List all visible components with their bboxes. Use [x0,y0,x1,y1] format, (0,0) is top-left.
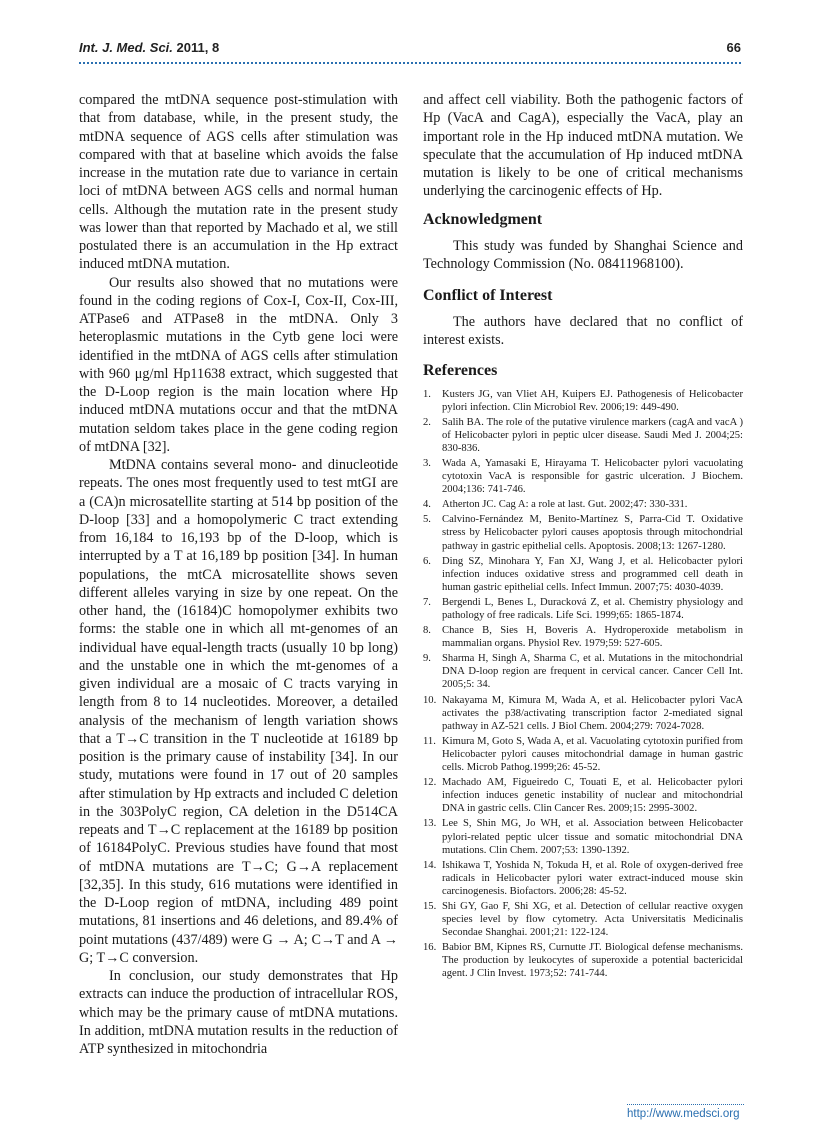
reference-text: Salih BA. The role of the putative virulence markers (cagA and vacA ) of Helicobacter pylori in peptic ulcer disease. Saudi Med J. 2004;25: 830-836. [442,416,743,454]
reference-number: 15. [423,900,437,912]
reference-item [423,694,743,733]
body-paragraph: and affect cell viability. Both the pathogenic factors of Hp (VacA and CagA), especially the VacA, play an important role in the Hp induced mtDNA mutation. We speculate that the accumulation of Hp induced mtDNA mutation is likely to be one of critical mechanisms underlying the carcinogenic effects of Hp. [423,92,743,200]
reference-text: Wada A, Yamasaki E, Hirayama T. Helicobacter pylori vacuolating cytotoxin VacA is responsible for gastric ulceration. J Biochem. 2004;136: 741-746. [442,457,743,496]
reference-text: Atherton JC. Cag A: a role at last. Gut. 2002;47: 330-331. [442,499,688,511]
reference-number: 3. [423,457,431,469]
reference-item [423,498,743,511]
reference-text: Ding SZ, Minohara Y, Fan XJ, Wang J, et al. Helicobacter pylori infection induces oxidative stress and programmed cell death in human gastric epithelial cells. Infect Immun. 2007;75: 4030-4039. [442,555,743,593]
reference-number: 4. [423,499,431,511]
reference-number: 1. [423,388,431,400]
reference-item [423,900,743,939]
reference-text: Nakayama M, Kimura M, Wada A, et al. Helicobacter pylori VacA activates the p38/activating transcription factor 2-mediated signal pathway in AZ-521 cells. J Biol Chem. 2004;279: 7024-7028. [442,694,743,732]
reference-text: Calvino-Fernández M, Benito-Martínez S, Parra-Cid T. Oxidative stress by Helicobacter pylori causes apoptosis through mitochondrial pathway in gastric epithelial cells. Apoptosis. 2008;13: 1267-1280. [442,514,743,552]
reference-number: 7. [423,596,431,608]
page-header [79,40,741,62]
footer-url-link[interactable]: http://www.medsci.org [627,1108,740,1120]
journal-citation [79,40,219,55]
body-paragraph: compared the mtDNA sequence post-stimulation with that from database, while, in the present study, the mtDNA sequence of AGS cells after stimulation was compared with that at baseline which avoids the false increase in the mutation rate due to variance in certain loci of mtDNA between AGS cells and normal human cells. Although the mutation rate in the present study was lower than that reported by Machado et al, we still postulated there is an accumulation in the Hp extract induced mtDNA mutation. [79,92,398,273]
reference-item [423,596,743,622]
reference-number: 12. [423,777,437,789]
left-column [79,91,398,1058]
reference-text: Lee S, Shin MG, Jo WH, et al. Association between Helicobacter pylori-related peptic ulcer tissue and somatic mitochondrial DNA mutations. Clin Chem. 2007;53: 1390-1392. [442,818,743,856]
reference-number: 9. [423,653,431,665]
reference-item [423,859,743,898]
body-paragraph: MtDNA contains several mono- and dinucleotide repeats. The ones most frequently used to test mtGI are a (CA)n microsatellite starting at 514 bp position of the D-loop [33] and a homopolymeric C tract extending from 16,184 to 16,193 bp of the D-loop, which is interrupted by a T at 16,189 bp position [34]. In human populations, the mtCA microsatellite shows seven different alleles varying in size by one repeat. On the other hand, the (16184)C homopolymer exhibits two forms: the stable one in which all mt-genomes of an individual have equal-length tracts (usually 10 bp long) and the unstable one in which the mt-genomes of a given individual are a mosaic of C tracts varying in length from 8 to 14 nucleotides. Moreover, a detailed analysis of the mechanism of length variation shows that a T→C transition in the T nucleotide at 16189 bp position is the primary cause of instability [34]. In our study, mutations were found in 17 out of 20 samples after stimulation by Hp extracts and included C deletion in the 303PolyC region, CA deletion in the D514CA repeats and T→C replacement at the 16189 bp position of 16184PolyC. Previous studies have found that most of mtDNA mutations are T→C; G→A replacement [32,35]. In this study, 616 mutations were identified in the D-Loop region of mtDNA, including 489 point mutations, 81 insertions and 46 deletions, and 89.4% of point mutations (437/489) were G → A; C→T and A → G; T→C conversion. [79,457,398,966]
reference-number: 2. [423,416,431,428]
reference-number: 10. [423,694,437,706]
reference-text: Shi GY, Gao F, Shi XG, et al. Detection of cellular reactive oxygen species level by flow cytometry. Acta Universitatis Medicinalis Secondae Shanghai. 2001;21: 122-124. [442,900,743,939]
reference-item [423,624,743,650]
body-paragraph: Our results also showed that no mutations were found in the coding regions of Cox-I, Cox-II, Cox-III, ATPase6 and ATPase8 in the mtDNA. Only 3 heteroplasmic mutations in the Cytb gene loci were identified in the mtDNA of AGS cells after stimulation with 960 μg/ml Hp11638 extract, which suggested that the D-Loop region is the main location where Hp induced mtDNA mutations occur and that the mtDNA mutation seldom takes place in the gene coding region of mtDNA [32]. [79,274,398,455]
reference-item [423,735,743,774]
references-list [423,388,743,981]
references-heading: References [423,361,498,379]
footer-divider [627,1104,744,1105]
reference-number: 16. [423,942,437,954]
reference-item [423,555,743,594]
conflict-text: The authors have declared that no conflict of interest exists. [423,314,743,349]
reference-number: 5. [423,514,431,526]
header-divider [79,62,741,64]
right-column [423,91,743,983]
reference-item [423,416,743,455]
reference-text: Kimura M, Goto S, Wada A, et al. Vacuolating cytotoxin purified from Helicobacter pylori causes mitochondrial damage in human gastric cells. Microb Pathog.1999;26: 45-52. [442,735,743,774]
body-paragraph: In conclusion, our study demonstrates that Hp extracts can induce the production of intracellular ROS, which may be the primary cause of mtDNA mutations. In addition, mtDNA mutation results in the reduction of ATP synthesized in mitochondria [79,968,398,1057]
reference-number: 8. [423,625,431,637]
reference-item [423,457,743,496]
conflict-heading: Conflict of Interest [423,287,553,304]
reference-text: Kusters JG, van Vliet AH, Kuipers EJ. Pathogenesis of Helicobacter pylori infection. Clin Microbiol Rev. 2006;19: 449-490. [442,388,743,413]
reference-item [423,652,743,691]
reference-number: 13. [423,818,437,830]
reference-number: 14. [423,859,437,871]
reference-text: Chance B, Sies H, Boveris A. Hydroperoxide metabolism in mammalian organs. Physiol Rev. 1979;59: 527-605. [442,625,743,650]
reference-item [423,388,743,414]
reference-text: Machado AM, Figueiredo C, Touati E, et al. Helicobacter pylori infection induces genetic instability of nuclear and mitochondrial DNA in gastric cells. Clin Cancer Res. 2009;15: 2995-3002. [442,777,743,815]
reference-text: Ishikawa T, Yoshida N, Tokuda H, et al. Role of oxygen-derived free radicals in Helicobacter pylori water extract-induced mouse skin carcinogenesis. Biofactors. 2006;28: 45-52. [442,859,743,897]
reference-number: 6. [423,555,431,567]
acknowledgment-text: This study was funded by Shanghai Science and Technology Commission (No. 08411968100). [423,237,743,272]
reference-number: 11. [423,735,436,747]
acknowledgment-heading: Acknowledgment [423,210,543,228]
reference-item [423,817,743,856]
reference-item [423,776,743,815]
journal-name: Int. J. Med. Sci. [79,40,173,55]
reference-item [423,513,743,552]
reference-item [423,941,743,980]
journal-year-volume: 2011, 8 [172,40,220,55]
reference-text: Bergendi L, Benes L, Duracková Z, et al. Chemistry physiology and pathology of free radicals. Life Sci. 1999;65: 1865-1874. [442,596,743,621]
reference-text: Sharma H, Singh A, Sharma C, et al. Mutations in the mitochondrial DNA D-loop region are frequent in cervical cancer. Cancer Cell Int. 2005;5: 34. [442,653,743,691]
page-number: 66 [726,40,741,55]
reference-text: Babior BM, Kipnes RS, Curnutte JT. Biological defense mechanisms. The production by leukocytes of superoxide a potential bactericidal agent. J Clin Invest. 1973;52: 741-744. [442,942,743,980]
